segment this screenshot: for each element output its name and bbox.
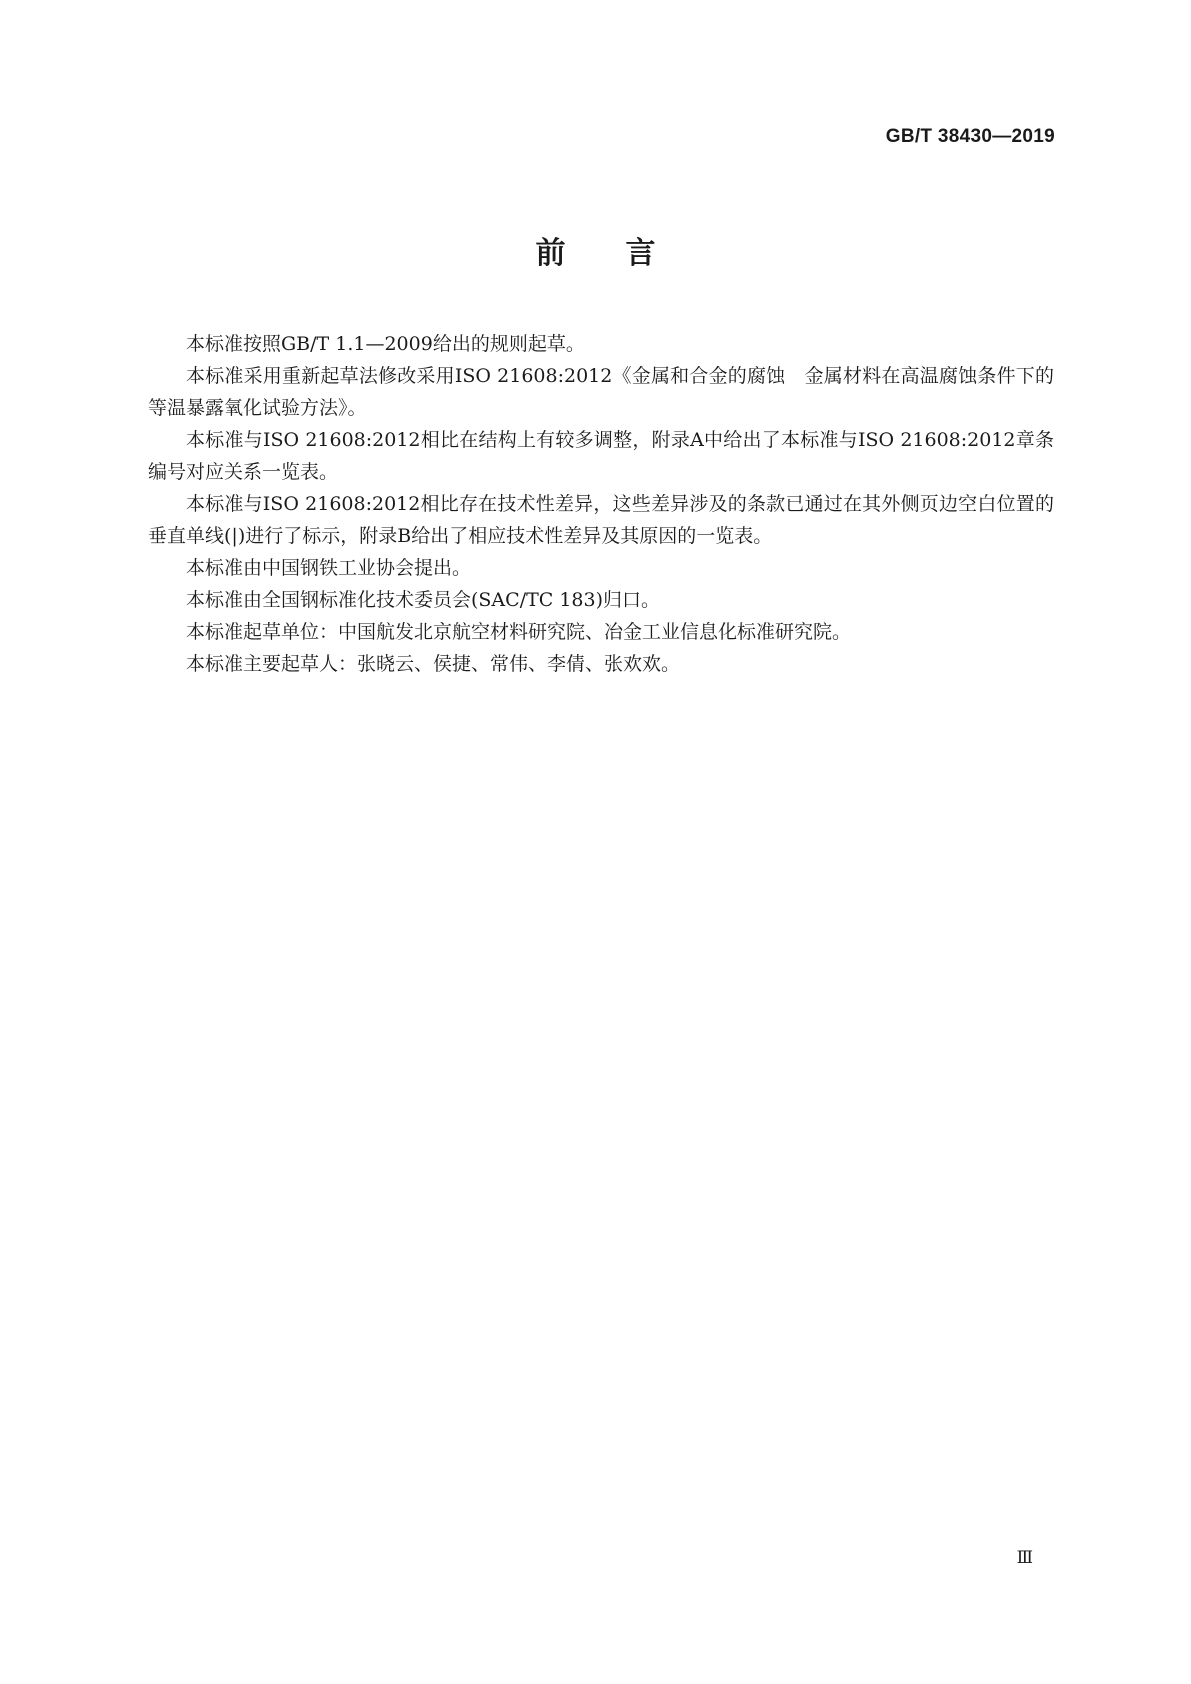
paragraph-proposer: 本标准由中国钢铁工业协会提出。: [186, 557, 472, 579]
paragraph-drafting-rules: 本标准按照GB/T 1.1—2009给出的规则起草。: [186, 333, 585, 355]
page-number: Ⅲ: [1016, 1548, 1033, 1567]
paragraph-structure-changes: 本标准与ISO 21608:2012相比在结构上有较多调整，附录A中给出了本标准与ISO 21608:2012章条编号对应关系一览表。: [148, 429, 1054, 483]
paragraph-adoption: 本标准采用重新起草法修改采用ISO 21608:2012《金属和合金的腐蚀 金属材料在高温腐蚀条件下的等温暴露氧化试验方法》。: [148, 365, 1054, 419]
page-title: 前言: [535, 236, 716, 271]
paragraph-drafters: 本标准主要起草人：张晓云、侯捷、常伟、李倩、张欢欢。: [186, 653, 681, 675]
paragraph-responsible-committee: 本标准由全国钢标准化技术委员会(SAC/TC 183)归口。: [186, 589, 661, 611]
paragraph-technical-differences: 本标准与ISO 21608:2012相比存在技术性差异，这些差异涉及的条款已通过在其外侧页边空白位置的垂直单线(|)进行了标示，附录B给出了相应技术性差异及其原因的一览表。: [148, 493, 1054, 547]
document-body: [148, 328, 1054, 680]
paragraph-drafting-units: 本标准起草单位：中国航发北京航空材料研究院、冶金工业信息化标准研究院。: [186, 621, 852, 643]
standard-code: GB/T 38430—2019: [885, 126, 1055, 147]
